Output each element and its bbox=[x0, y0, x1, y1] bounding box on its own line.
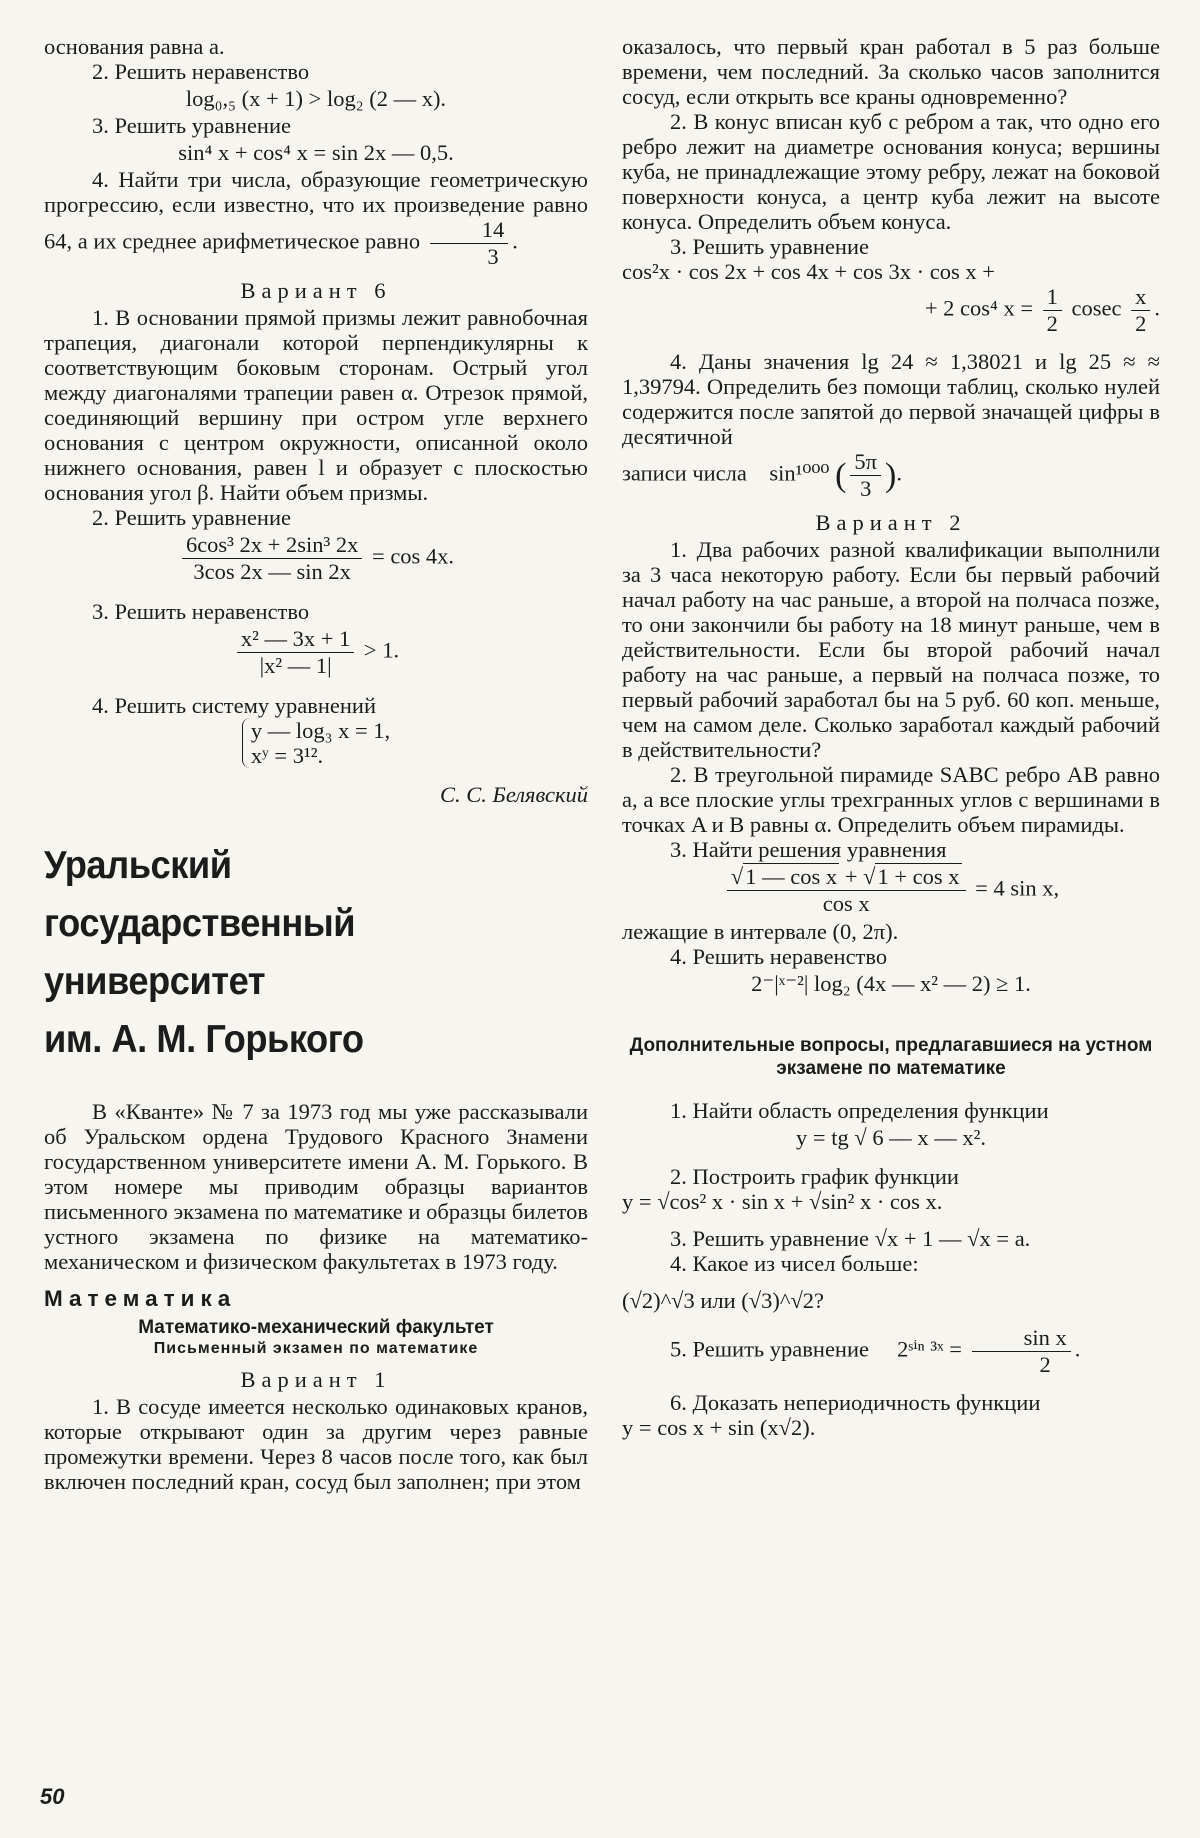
v2p3-tail: лежащие в интервале (0, 2π). bbox=[622, 919, 899, 944]
prev-problem-4: 4. Найти три числа, образующие геометрическую прогрессию, если известно, что их произведение равно 64, а их среднее арифметическое равно $\frac{14}{3}$ . bbox=[44, 167, 588, 269]
v6p2-numerator: 6cos³ 2x + 2sin³ 2x bbox=[182, 532, 362, 559]
variant-2-problem-2: 2. В треугольной пирамиде SABC ребро AB равно a, а все плоские углы трехгранных углов с вершинами в точках A и B равны α. Определить объем пирамиды. bbox=[622, 762, 1160, 837]
v1p3-fraction-1 bbox=[1043, 284, 1062, 337]
variant-6-problem-3: 3. Решить неравенство bbox=[92, 599, 310, 624]
prev-problem-2-formula: log₀,₅ (x + 1) > log₂ (2 — x). bbox=[185, 86, 447, 111]
variant-2-title: Вариант 2 bbox=[815, 510, 967, 535]
prev-problem-4-text: 4. Найти три числа, образующие геометрическую прогрессию, если известно, что их произведение равно 64, а их среднее арифметическое равно bbox=[44, 167, 588, 254]
question-4-formula: (√2)^√3 или (√3)^√2? bbox=[622, 1288, 825, 1313]
question-3: 3. Решить уравнение √x + 1 — √x = a. bbox=[670, 1226, 1031, 1251]
variant-6-problem-2-formula bbox=[44, 532, 588, 585]
question-5-lhs: 2ˢⁱⁿ ³ˣ = bbox=[897, 1336, 962, 1362]
prev-problem-4-fraction bbox=[430, 217, 509, 270]
v2p3-rhs: = 4 sin x, bbox=[975, 875, 1060, 901]
question-1-formula: y = tg √ 6 — x — x². bbox=[796, 1125, 986, 1150]
v6p2-rhs: = cos 4x. bbox=[372, 543, 455, 569]
v6p2-fraction bbox=[182, 532, 362, 585]
prev-problem-2: 2. Решить неравенство bbox=[92, 59, 310, 84]
variant-1-problem-1-start: 1. В сосуде имеется несколько одинаковых кранов, которые открывают один за другим через равные промежутки времени. Через 8 часов после того, как был включен последний кран, сосуд был заполнен; при этом bbox=[44, 1394, 588, 1494]
v2p3-sqrt-a: 1 — cos x bbox=[745, 864, 838, 889]
system-eq-1: y — log₃ x = 1, bbox=[250, 718, 391, 743]
math-heading: Математика bbox=[44, 1286, 237, 1311]
variant-2-problem-1: 1. Два рабочих разной квалификации выполнили за 3 часа некоторую работу. Если бы первый рабочий начал работу на час раньше, а второй на полчаса позже, то они закончили бы работу на 18 минут раньше, чем в действительности. Если бы второй рабочий начал работу на час раньше, а первый на полчаса позже, то первый рабочий заработал бы на 5 руб. 60 коп. меньше, чем на самом деле. Сколько заработал каждый рабочий в действительности? bbox=[622, 537, 1160, 762]
question-5-text: 5. Решить уравнение bbox=[670, 1336, 869, 1362]
v6p3-denominator: |x² — 1| bbox=[259, 653, 332, 678]
page-number: 50 bbox=[40, 1784, 65, 1809]
paren-close: ) bbox=[885, 457, 897, 494]
variant-6-problem-4: 4. Решить систему уравнений bbox=[92, 693, 376, 718]
university-title-line1: Уральский bbox=[44, 844, 232, 887]
q5-numerator: sin x bbox=[972, 1325, 1071, 1352]
v1p3-fraction-2 bbox=[1131, 284, 1150, 337]
question-2: 2. Построить график функции bbox=[670, 1164, 959, 1189]
v2p3-denominator: cos x bbox=[822, 891, 870, 916]
variant-2-problem-3: 3. Найти решения уравнения bbox=[670, 837, 947, 862]
v1p3-frac1-num: 1 bbox=[1043, 284, 1062, 311]
v6p2-denominator: 3cos 2x — sin 2x bbox=[193, 559, 351, 584]
left-column bbox=[44, 34, 588, 1494]
v1p3-formula-line2: + 2 cos⁴ x = $\frac{1}{2}$ cosec $\frac{x}{2}$ . bbox=[924, 284, 1160, 336]
question-4: 4. Какое из чисел больше: bbox=[670, 1251, 919, 1276]
variant-6-problem-1: 1. В основании прямой призмы лежит равнобочная трапеция, диагонали которой перпендикулярны к соответствующим боковым сторонам. Острый угол между диагоналями трапеции равен α. Отрезок прямой, соединяющий вершину при остром угле верхнего основания с центром окружности, описанной около нижнего основания, равен l и образует с плоскостью основания угол β. Найти объем призмы. bbox=[44, 305, 588, 505]
variant-1-problem-2: 2. В конус вписан куб с ребром a так, что одно его ребро лежит на диаметре основания конуса; вершины куба, не принадлежащие этому ребру, лежат на боковой поверхности конуса, а центр куба лежит на высоте конуса. Определить объем конуса. bbox=[622, 109, 1160, 234]
v1p4-sin: sin¹⁰⁰⁰ bbox=[769, 460, 830, 486]
university-title-line2: государственный bbox=[44, 902, 356, 945]
variant-6-problem-3-formula bbox=[44, 626, 588, 679]
v6p3-rhs: > 1. bbox=[363, 637, 400, 663]
v1p4-tail: записи числа bbox=[622, 460, 747, 486]
question-6: 6. Доказать непериодичность функции bbox=[670, 1390, 1041, 1415]
v1p4-formula: записи числа sin¹⁰⁰⁰ ( $\frac{5\pi}{3}$ ). bbox=[622, 449, 902, 501]
v1p3-formula-line1: cos²x · cos 2x + cos 4x + cos 3x · cos x + bbox=[622, 259, 995, 284]
variant-1-problem-4: 4. Даны значения lg 24 ≈ 1,38021 и lg 25 ≈ ≈ 1,39794. Определить без помощи таблиц, сколько нулей содержится после запятой до первой значащей цифры в десятичной bbox=[622, 349, 1160, 449]
v1p4-den: 3 bbox=[860, 476, 872, 501]
question-2-formula: y = √cos² x · sin x + √sin² x · cos x. bbox=[622, 1189, 943, 1214]
university-title-line3: университет bbox=[44, 960, 266, 1003]
fraction-denominator: 3 bbox=[487, 244, 499, 269]
v1p3-frac1-den: 2 bbox=[1046, 311, 1058, 336]
fraction-numerator: 14 bbox=[430, 217, 509, 244]
q5-denominator: 2 bbox=[1039, 1352, 1051, 1377]
written-exam-heading: Письменный экзамен по математике bbox=[153, 1340, 479, 1357]
variant-6-problem-2: 2. Решить уравнение bbox=[92, 505, 291, 530]
variant-1-problem-3: 3. Решить уравнение bbox=[670, 234, 869, 259]
variant-1-problem-1-end: оказалось, что первый кран работал в 5 раз больше времени, чем последний. За сколько часов заполнится сосуд, если открыть все краны одновременно? bbox=[622, 34, 1160, 109]
v2p3-numerator: √1 — cos x + √1 + cos x bbox=[727, 864, 966, 891]
v2p3-sqrt-b: 1 + cos x bbox=[877, 864, 960, 889]
question-6-formula: y = cos x + sin (x√2). bbox=[622, 1415, 816, 1440]
variant-6-title: Вариант 6 bbox=[240, 278, 392, 303]
variant-1-title: Вариант 1 bbox=[240, 1367, 392, 1392]
v2p3-fraction bbox=[727, 864, 966, 917]
system-eq-2: xʸ = 3¹². bbox=[250, 743, 324, 768]
prev-problem-3-formula: sin⁴ x + cos⁴ x = sin 2x — 0,5. bbox=[178, 140, 454, 165]
v1p3-frac2-num: x bbox=[1131, 284, 1150, 311]
v1p4-fraction bbox=[850, 449, 881, 502]
v1p4-num: 5π bbox=[850, 449, 881, 476]
v2p4-formula: 2⁻|ˣ⁻²| log₂ (4x — x² — 2) ≥ 1. bbox=[751, 971, 1031, 996]
v2p3-formula bbox=[622, 864, 1160, 917]
faculty-heading: Математико-механический факультет bbox=[138, 1317, 494, 1338]
v6p3-fraction bbox=[237, 626, 354, 679]
right-column bbox=[622, 34, 1160, 1440]
v6p3-numerator: x² — 3x + 1 bbox=[237, 626, 354, 653]
v1p3-line2-lhs: + 2 cos⁴ x = bbox=[924, 295, 1034, 321]
paren-open: ( bbox=[835, 457, 847, 494]
question-1: 1. Найти область определения функции bbox=[670, 1098, 1049, 1123]
intro-paragraph: В «Кванте» № 7 за 1973 год мы уже рассказывали об Уральском ордена Трудового Красного Знамени государственном университете имени А. М. Горького. В этом номере мы приводим образцы вариантов письменного экзамена по математике и образцы билетов устного экзамена по физике на математико-механическом и физическом факультетах в 1973 году. bbox=[44, 1099, 588, 1274]
signature: С. С. Белявский bbox=[440, 782, 588, 807]
university-title-line4: им. А. М. Горького bbox=[44, 1018, 364, 1061]
equation-system bbox=[242, 718, 390, 768]
v1p3-frac2-den: 2 bbox=[1135, 311, 1147, 336]
question-5: 5. Решить уравнение 2ˢⁱⁿ ³ˣ = $\frac{\text{sin x}}{2}$ . bbox=[670, 1325, 1081, 1377]
variant-6-problem-4-system bbox=[44, 718, 588, 768]
university-title bbox=[44, 837, 550, 1069]
variant-2-problem-4: 4. Решить неравенство bbox=[670, 944, 888, 969]
prev-problem-3: 3. Решить уравнение bbox=[92, 113, 291, 138]
prev-tail: основания равна a. bbox=[44, 34, 225, 59]
additional-questions-heading: Дополнительные вопросы, предлагавшиеся на устном экзамене по математике bbox=[629, 1035, 1153, 1079]
v1p3-cosec: cosec bbox=[1071, 295, 1122, 321]
question-5-fraction bbox=[972, 1325, 1071, 1378]
